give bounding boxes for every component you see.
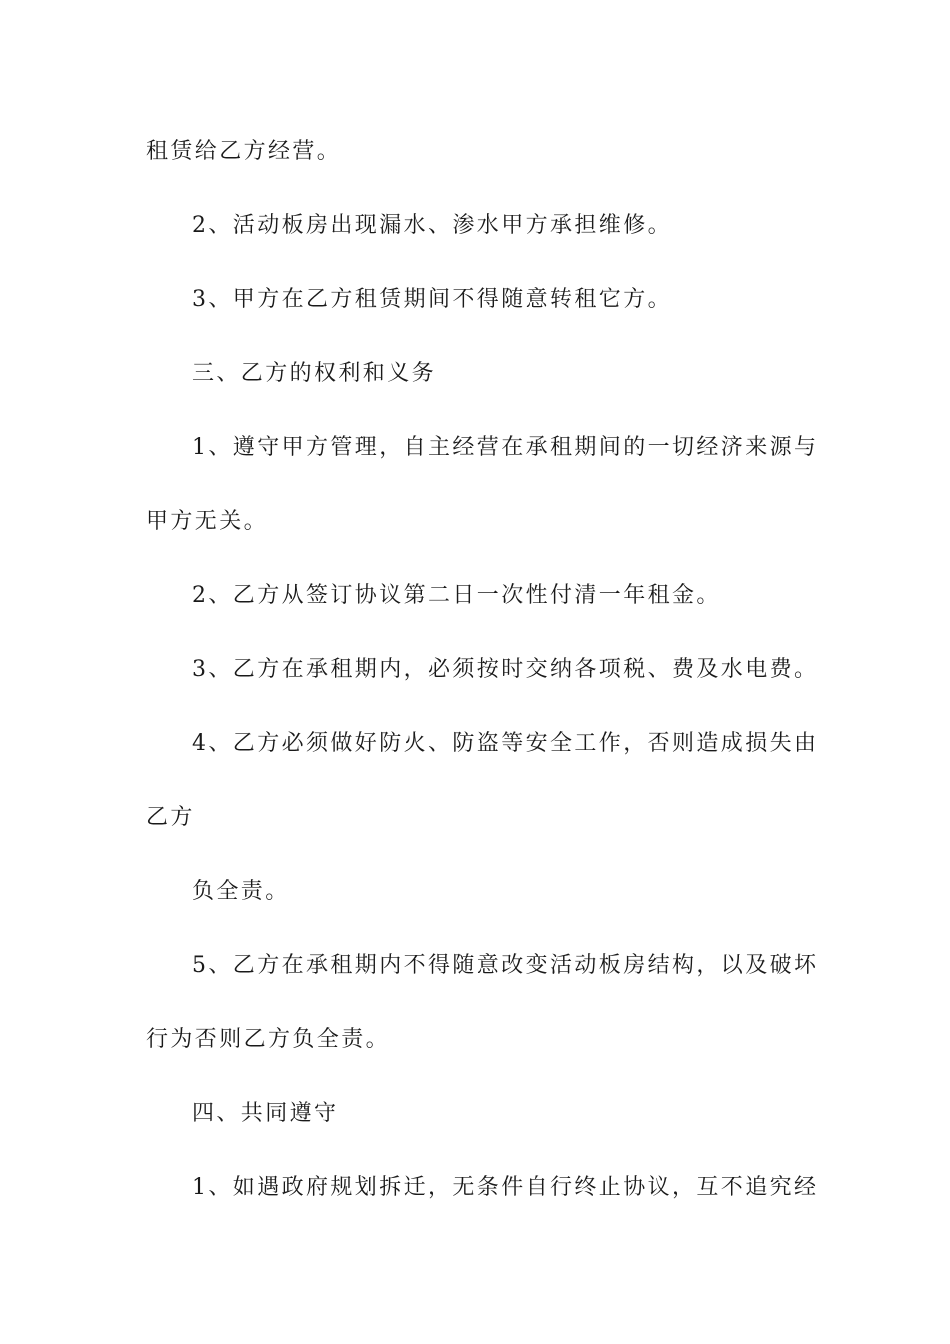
paragraph-line: 3、乙方在承租期内，必须按时交纳各项税、费及水电费。 xyxy=(192,657,819,682)
paragraph-line: 5、乙方在承租期内不得随意改变活动板房结构，以及破坏 xyxy=(192,953,819,978)
paragraph-line: 1、如遇政府规划拆迁，无条件自行终止协议，互不追究经 xyxy=(192,1175,819,1200)
paragraph-line: 租赁给乙方经营。 xyxy=(146,139,342,164)
paragraph-line: 3、甲方在乙方租赁期间不得随意转租它方。 xyxy=(192,287,672,312)
paragraph-line: 2、乙方从签订协议第二日一次性付清一年租金。 xyxy=(192,583,721,608)
paragraph-line: 甲方无关。 xyxy=(146,509,269,534)
paragraph-line: 乙方 xyxy=(146,805,195,830)
paragraph-line: 1、遵守甲方管理，自主经营在承租期间的一切经济来源与 xyxy=(192,435,819,460)
paragraph-line: 2、活动板房出现漏水、渗水甲方承担维修。 xyxy=(192,213,672,238)
paragraph-line: 负全责。 xyxy=(192,879,290,904)
paragraph-line: 4、乙方必须做好防火、防盗等安全工作，否则造成损失由 xyxy=(192,731,819,756)
section-heading: 三、乙方的权利和义务 xyxy=(192,361,437,386)
section-heading: 四、共同遵守 xyxy=(192,1101,339,1126)
paragraph-line: 行为否则乙方负全责。 xyxy=(146,1027,391,1052)
